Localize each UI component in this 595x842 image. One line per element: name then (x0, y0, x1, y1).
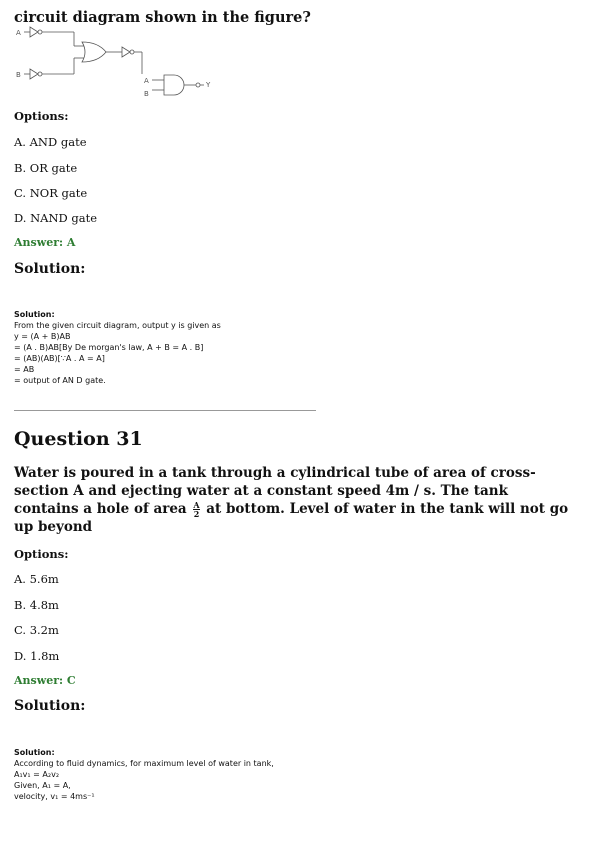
options-heading: Options: (14, 109, 69, 123)
option-c: C. 3.2m (14, 623, 59, 637)
solution-label: Solution: (14, 310, 55, 319)
solution-body (14, 747, 274, 802)
solution-heading: Solution: (14, 261, 86, 277)
solution-line: = output of AN D gate. (14, 376, 106, 385)
answer: Answer: A (14, 236, 76, 249)
label-a2: A (144, 77, 149, 85)
solution-line: = (AB)(AB)[∵A . A = A] (14, 354, 105, 363)
fraction (193, 501, 199, 518)
solution-label: Solution: (14, 748, 55, 757)
option-b: B. 4.8m (14, 598, 59, 612)
answer: Answer: C (14, 674, 76, 687)
solution-heading: Solution: (14, 698, 86, 714)
solution-line: Given, A₁ = A, (14, 781, 71, 790)
option-a: A. AND gate (14, 135, 87, 149)
options-heading: Options: (14, 547, 69, 561)
solution-line: velocity, v₁ = 4ms⁻¹ (14, 792, 95, 801)
divider (14, 410, 316, 411)
solution-line: According to fluid dynamics, for maximum level of water in tank, (14, 759, 274, 768)
question-text-part2: at bottom. Level of water in the tank will not go up beyond (14, 501, 569, 535)
option-b: B. OR gate (14, 161, 78, 175)
question-text (14, 464, 574, 536)
circuit-diagram (14, 24, 224, 104)
label-b2: B (144, 90, 149, 98)
question-heading: Question 31 (14, 428, 143, 450)
solution-line: = AB (14, 365, 35, 374)
question-text-part1: Water is poured in a tank through a cylindrical tube of area of cross-section A and ejecting water at a constant speed 4m / s. The tank contains a hole of area (14, 465, 536, 517)
solution-line: A₁v₁ = A₂v₂ (14, 770, 60, 779)
solution-body (14, 309, 221, 386)
label-y: Y (206, 81, 211, 89)
option-d: D. 1.8m (14, 649, 60, 663)
label-b: B (16, 71, 21, 79)
option-c: C. NOR gate (14, 186, 88, 200)
fraction-numerator: A (193, 500, 200, 510)
solution-line: = (A . B)AB[By De morgan's law, A + B = A . B] (14, 343, 204, 352)
fraction-denominator: 2 (193, 509, 200, 519)
solution-line: y = (A + B)AB (14, 332, 71, 341)
solution-line: From the given circuit diagram, output y is given as (14, 321, 221, 330)
option-d: D. NAND gate (14, 211, 98, 225)
option-a: A. 5.6m (14, 572, 59, 586)
question-title: circuit diagram shown in the figure? (14, 9, 311, 26)
label-a: A (16, 29, 21, 37)
